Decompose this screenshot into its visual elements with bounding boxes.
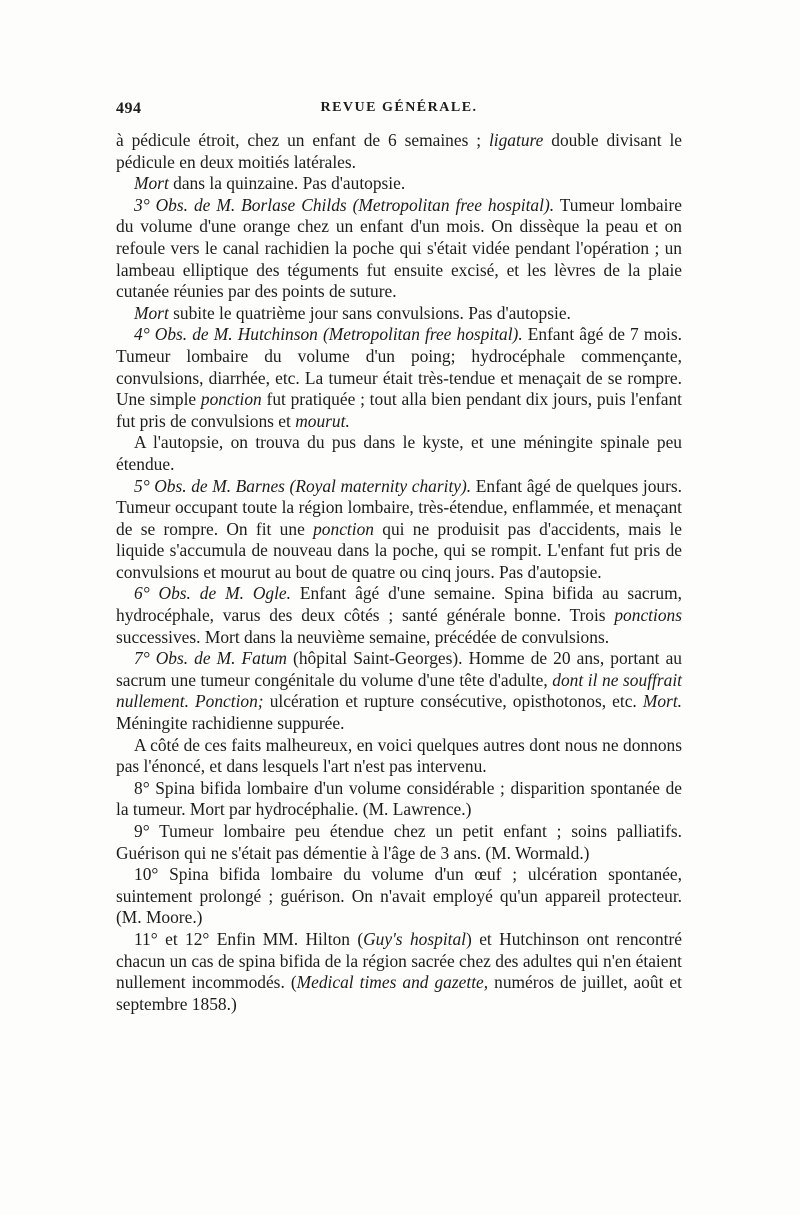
text-run: Enfant âgé de 7 mois. Tumeur lombaire du volume d'un poing; hydrocéphale commençante, convulsions, diarrhée, etc. La tumeur était très-tendue et menaçait de se rompre. Une simple: [116, 324, 682, 410]
paragraph: [116, 735, 682, 778]
running-title: REVUE GÉNÉRALE.: [320, 100, 478, 115]
paragraph: [116, 173, 682, 195]
paragraph: [116, 821, 682, 864]
italic-run: 5° Obs. de M. Barnes (Royal maternity charity).: [134, 475, 472, 496]
text-run: Méningite rachidienne suppurée.: [116, 713, 345, 734]
italic-run: Mort: [134, 173, 169, 194]
italic-run: ponction: [313, 518, 374, 539]
text-run: dans la quinzaine. Pas d'autopsie.: [168, 173, 406, 194]
paragraph: [116, 648, 682, 734]
text-run: subite le quatrième jour sans convulsions. Pas d'autopsie.: [168, 302, 571, 323]
page-header: [116, 100, 682, 126]
text-run: Enfant âgé d'une semaine. Spina bifida au sacrum, hydrocéphale, varus des deux côtés ; santé générale bonne. Trois: [116, 583, 682, 626]
italic-run: Medical times and gazette,: [296, 972, 489, 993]
italic-run: 6° Obs. de M. Ogle.: [134, 583, 291, 604]
italic-run: ligature: [488, 130, 544, 150]
text-run: successives. Mort dans la neuvième semaine, précédée de convulsions.: [116, 626, 610, 647]
page-number: 494: [116, 100, 142, 117]
text-run: 8° Spina bifida lombaire d'un volume considérable ; disparition spontanée de la tumeur. Mort par hydrocéphalie. (M. Lawrence.): [116, 777, 682, 820]
paragraph: [116, 476, 682, 584]
paragraph: [116, 324, 682, 432]
paragraph: [116, 778, 682, 821]
italic-run: ponctions: [614, 605, 682, 626]
text-run: A l'autopsie, on trouva du pus dans le kyste, et une méningite spinale peu étendue.: [116, 432, 682, 474]
text-run: ) et Hutchinson ont rencontré chacun un cas de spina bifida de la région sacrée chez des adultes qui n'en étaient nullement incommodés. (: [116, 928, 682, 993]
body-text: [116, 130, 682, 1015]
text-run: (hôpital Saint-Georges). Homme de 20 ans, portant au sacrum une tumeur congénitale du volume d'une tête d'adulte,: [116, 648, 682, 690]
italic-run: Mort: [134, 302, 169, 323]
italic-run: Mort.: [642, 691, 683, 712]
text-run: à pédicule étroit, chez un enfant de 6 semaines ;: [116, 130, 489, 150]
paragraph: [116, 195, 682, 303]
italic-run: dont il ne souffrait nullement. Ponction;: [116, 669, 682, 712]
italic-run: ponction: [200, 389, 262, 410]
paragraph: [116, 929, 682, 1015]
paragraph: [116, 583, 682, 648]
italic-run: 7° Obs. de M. Fatum: [134, 648, 287, 669]
paragraph: [116, 432, 682, 475]
italic-run: 4° Obs. de M. Hutchinson (Metropolitan free hospital).: [134, 324, 523, 345]
italic-run: 3° Obs. de M. Borlase Childs (Metropolitan free hospital).: [134, 194, 555, 215]
text-run: A côté de ces faits malheureux, en voici quelques autres dont nous ne donnons pas l'énoncé, et dans lesquels l'art n'est pas intervenu.: [116, 734, 682, 777]
paragraph: [116, 130, 682, 173]
text-run: ulcération et rupture consécutive, opisthotonos, etc.: [263, 691, 643, 712]
text-run: 11° et 12° Enfin MM. Hilton (: [134, 928, 364, 949]
italic-run: Guy's hospital: [363, 928, 467, 949]
text-run: qui ne produisit pas d'accidents, mais le liquide s'accumula de nouveau dans la poche, qui se rompit. L'enfant fut pris de convulsions et mourut au bout de quatre ou cinq jours. Pas d'autopsie.: [116, 518, 683, 582]
text-run: numéros de juillet, août et septembre 1858.): [116, 972, 682, 1014]
text-run: Tumeur lombaire du volume d'une orange chez un enfant d'un mois. On dissèque la peau et on refoule vers le canal rachidien la poche qui s'était vidée pendant l'opération ; un lambeau elliptique des téguments fut ensuite excisé, et les lèvres de la plaie cutanée réunies par des points de suture.: [116, 194, 682, 302]
paragraph: [116, 864, 682, 929]
paragraph: [116, 303, 682, 325]
italic-run: mourut.: [295, 410, 350, 431]
text-run: Enfant âgé de quelques jours. Tumeur occupant toute la région lombaire, très-étendue, enflammée, et menaçant de se rompre. On fit une: [116, 475, 683, 539]
text-run: 10° Spina bifida lombaire du volume d'un œuf ; ulcération spontanée, suintement prolongé ; guérison. On n'avait employé qu'un appareil protecteur. (M. Moore.): [116, 864, 682, 928]
text-run: 9° Tumeur lombaire peu étendue chez un petit enfant ; soins palliatifs. Guérison qui ne s'était pas démentie à l'âge de 3 ans. (M. Wormald.): [116, 821, 682, 863]
text-run: double divisant le pédicule en deux moitiés latérales.: [116, 130, 682, 172]
text-run: fut pratiquée ; tout alla bien pendant dix jours, puis l'enfant fut pris de convulsions et: [116, 389, 682, 431]
